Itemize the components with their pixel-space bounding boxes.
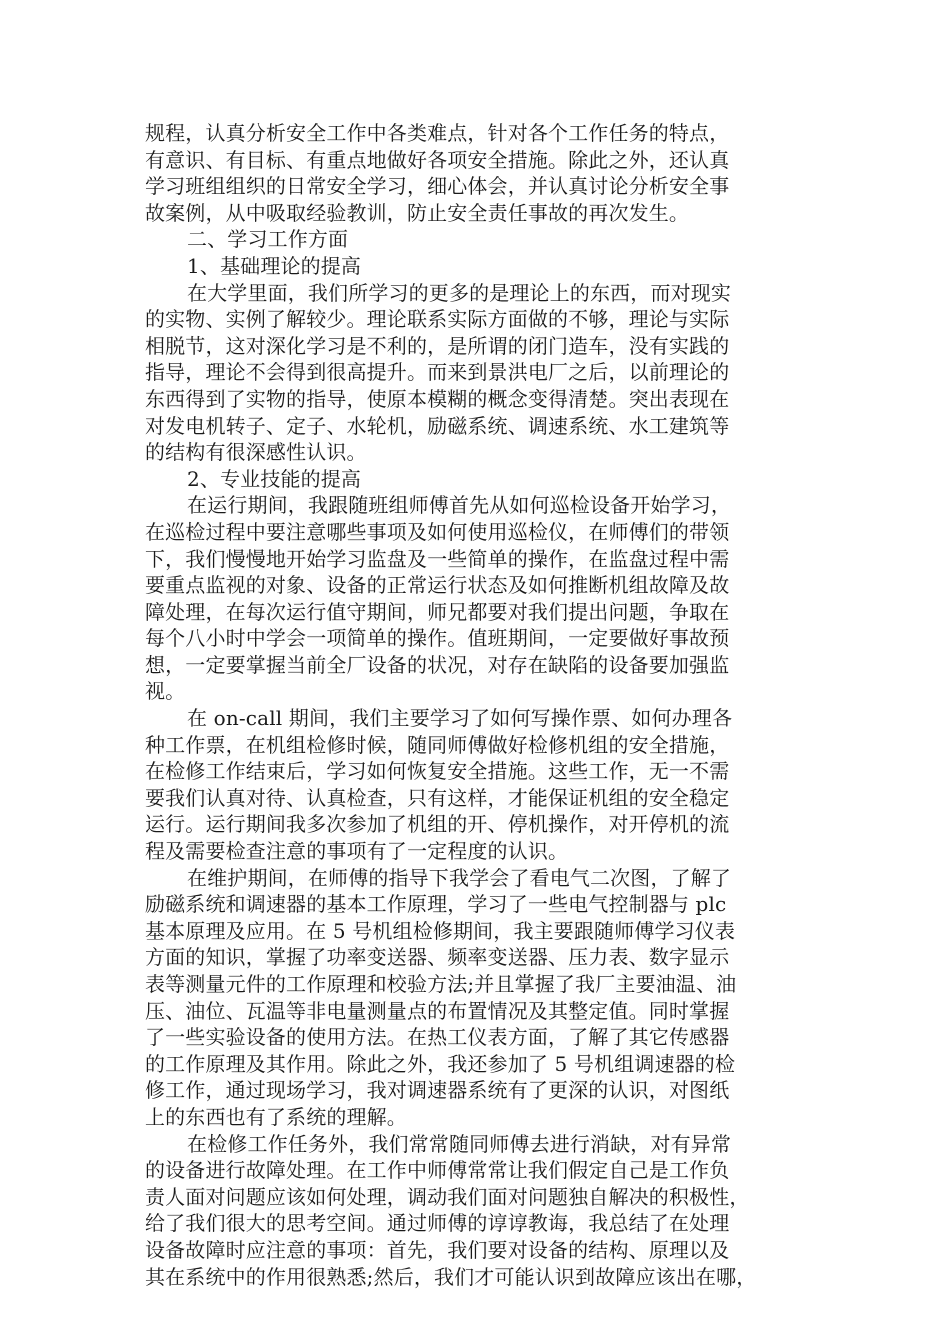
text-line: 障处理，在每次运行值守期间，师兄都要对我们提出问题，争取在 — [145, 599, 730, 624]
text-line: 二、学习工作方面 — [187, 227, 349, 252]
text-line: 种工作票，在机组检修时候，随同师傅做好检修机组的安全措施， — [145, 732, 730, 757]
text-line: 在检修工作任务外，我们常常随同师傅去进行消缺，对有异常 — [187, 1131, 732, 1156]
text-line: 东西得到了实物的指导，使原本模糊的概念变得清楚。突出表现在 — [145, 386, 730, 411]
text-line: 的实物、实例了解较少。理论联系实际方面做的不够，理论与实际 — [145, 307, 730, 332]
text-line: 其在系统中的作用很熟悉;然后，我们才可能认识到故障应该出在哪， — [145, 1264, 757, 1289]
text-line: 的设备进行故障处理。在工作中师傅常常让我们假定自己是工作负 — [145, 1158, 730, 1183]
text-line: 要我们认真对待、认真检查，只有这样，才能保证机组的安全稳定 — [145, 785, 730, 810]
text-line: 责人面对问题应该如何处理，调动我们面对问题独自解决的积极性， — [145, 1184, 750, 1209]
text-line: 基本原理及应用。在 5 号机组检修期间，我主要跟随师傅学习仪表 — [145, 918, 736, 943]
text-line: 在大学里面，我们所学习的更多的是理论上的东西，而对现实 — [187, 280, 732, 305]
text-line: 在检修工作结束后，学习如何恢复安全措施。这些工作，无一不需 — [145, 759, 730, 784]
text-line: 在 on-call 期间，我们主要学习了如何写操作票、如何办理各 — [187, 706, 733, 731]
text-line: 方面的知识，掌握了功率变送器、频率变送器、压力表、数字显示 — [145, 945, 730, 970]
text-line: 想，一定要掌握当前全厂设备的状况，对存在缺陷的设备要加强监 — [145, 652, 730, 677]
text-line: 视。 — [145, 679, 186, 704]
text-line: 学习班组组织的日常安全学习，细心体会，并认真讨论分析安全事 — [145, 174, 730, 199]
text-line: 1、基础理论的提高 — [187, 253, 362, 278]
text-line: 每个八小时中学会一项简单的操作。值班期间，一定要做好事故预 — [145, 626, 730, 651]
text-line: 规程，认真分析安全工作中各类难点，针对各个工作任务的特点， — [145, 121, 730, 145]
text-line: 在维护期间，在师傅的指导下我学会了看电气二次图，了解了 — [187, 865, 732, 890]
text-line: 程及需要检查注意的事项有了一定程度的认识。 — [145, 839, 569, 864]
text-line: 运行。运行期间我多次参加了机组的开、停机操作，对开停机的流 — [145, 812, 730, 837]
text-line: 的结构有很深感性认识。 — [145, 440, 367, 465]
text-line: 要重点监视的对象、设备的正常运行状态及如何推断机组故障及故 — [145, 573, 730, 598]
text-line: 相脱节，这对深化学习是不利的，是所谓的闭门造车，没有实践的 — [145, 333, 730, 358]
text-line: 表等测量元件的工作原理和校验方法;并且掌握了我厂主要油温、油 — [145, 972, 737, 996]
text-line: 励磁系统和调速器的基本工作原理，学习了一些电气控制器与 plc — [145, 892, 727, 917]
text-line: 在巡检过程中要注意哪些事项及如何使用巡检仪，在师傅们的带领 — [145, 519, 730, 544]
text-line: 修工作，通过现场学习，我对调速器系统有了更深的认识，对图纸 — [145, 1078, 730, 1103]
text-line: 对发电机转子、定子、水轮机，励磁系统、调速系统、水工建筑等 — [145, 413, 730, 438]
text-line: 给了我们很大的思考空间。通过师傅的谆谆教诲，我总结了在处理 — [145, 1211, 730, 1236]
text-line: 上的东西也有了系统的理解。 — [145, 1104, 407, 1129]
text-line: 有意识、有目标、有重点地做好各项安全措施。除此之外，还认真 — [145, 147, 730, 172]
text-line: 压、油位、瓦温等非电量测量点的布置情况及其整定值。同时掌握 — [145, 998, 730, 1023]
text-line: 在运行期间，我跟随班组师傅首先从如何巡检设备开始学习， — [187, 493, 732, 518]
text-line: 设备故障时应注意的事项：首先，我们要对设备的结构、原理以及 — [145, 1237, 730, 1262]
text-line: 指导，理论不会得到很高提升。而来到景洪电厂之后，以前理论的 — [145, 360, 730, 385]
text-line: 了一些实验设备的使用方法。在热工仪表方面，了解了其它传感器 — [145, 1025, 730, 1050]
text-line: 故案例，从中吸取经验教训，防止安全责任事故的再次发生。 — [145, 200, 690, 225]
text-line: 2、专业技能的提高 — [187, 466, 362, 491]
text-line: 下，我们慢慢地开始学习监盘及一些简单的操作，在监盘过程中需 — [145, 546, 730, 571]
text-line: 的工作原理及其作用。除此之外，我还参加了 5 号机组调速器的检 — [145, 1051, 736, 1076]
document-body — [145, 120, 821, 1290]
